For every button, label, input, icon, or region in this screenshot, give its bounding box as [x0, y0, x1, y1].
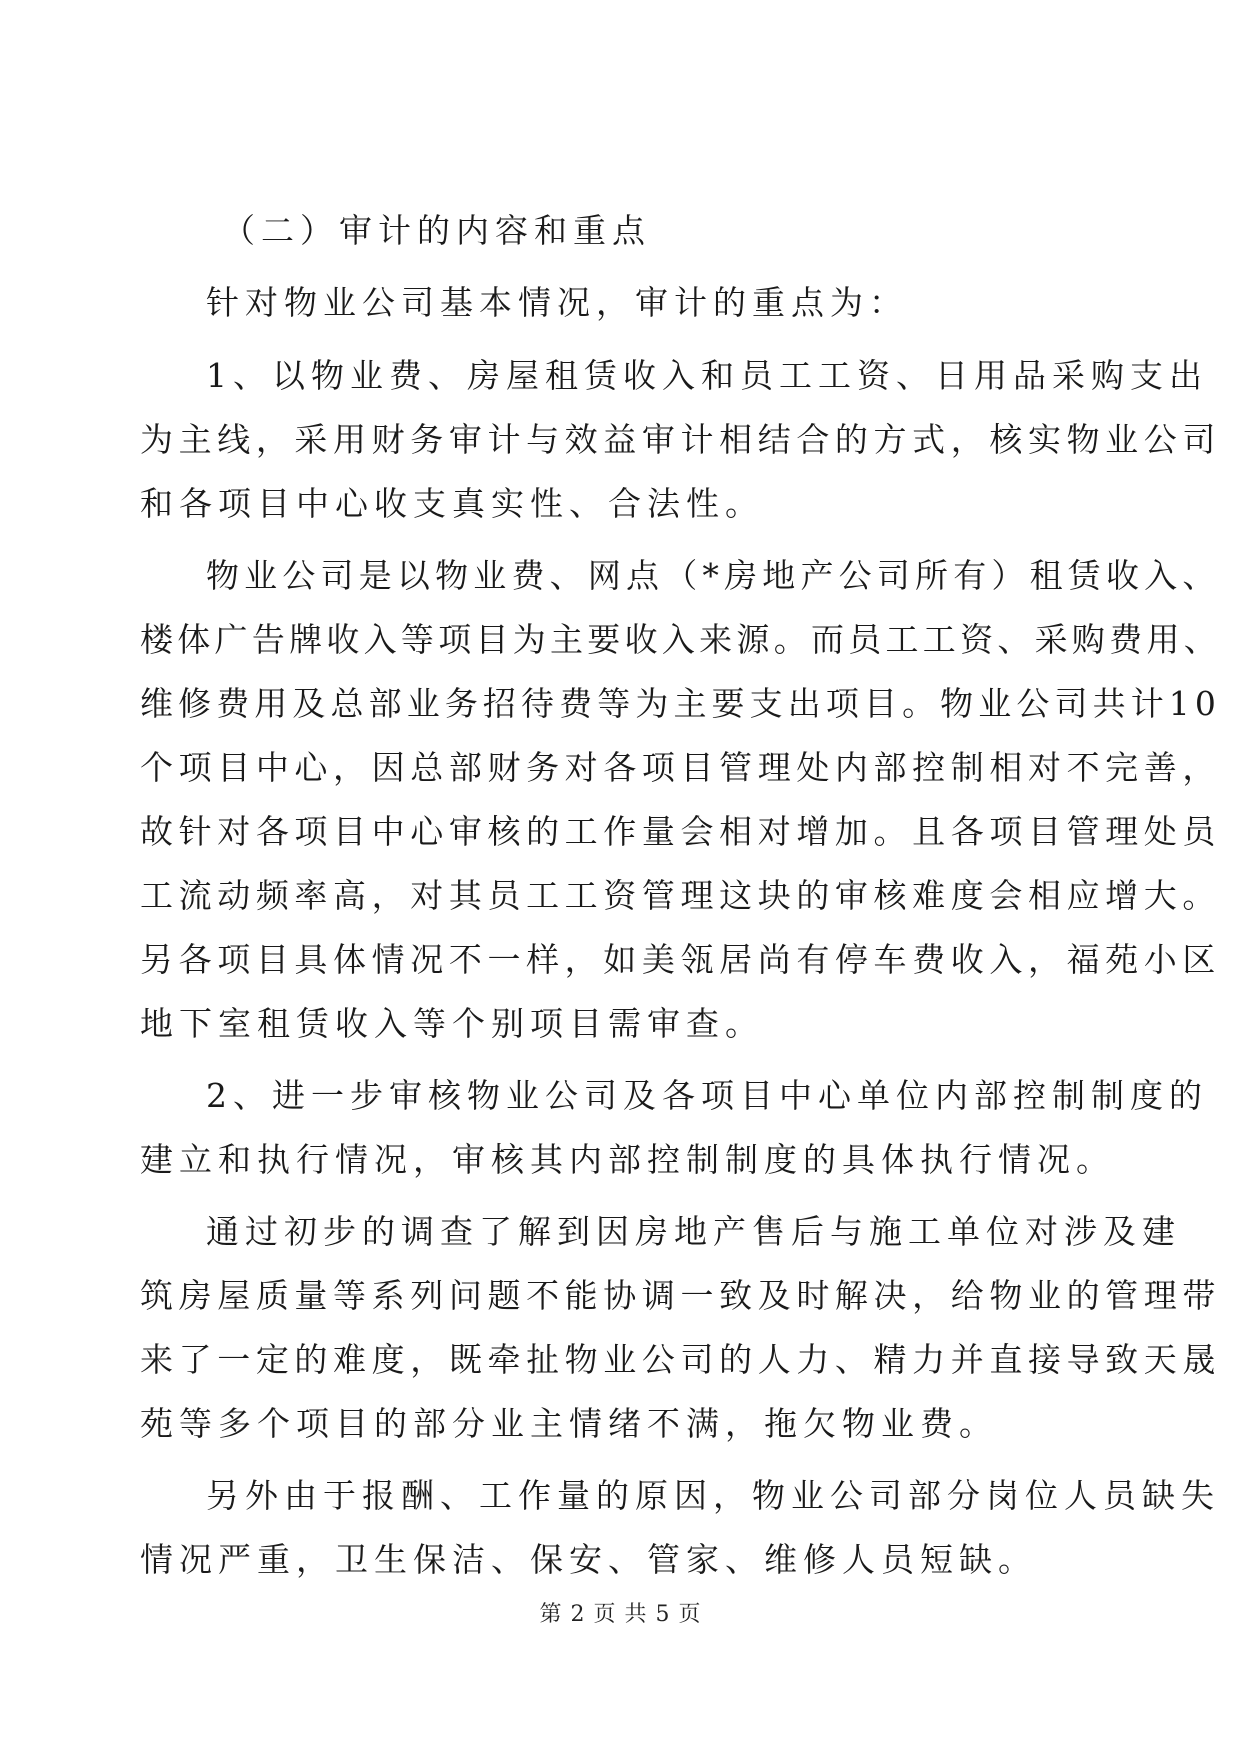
- text-line: 针对物业公司基本情况，审计的重点为：: [206, 283, 908, 322]
- text-line: 另外由于报酬、工作量的原因，物业公司部分岗位人员缺失: [206, 1476, 1220, 1515]
- text-line: 工流动频率高，对其员工工资管理这块的审核难度会相应增大。: [140, 876, 1221, 915]
- text-line: 维修费用及总部业务招待费等为主要支出项目。物业公司共计10: [140, 684, 1221, 723]
- text-line: 筑房屋质量等系列问题不能协调一致及时解决，给物业的管理带: [140, 1276, 1221, 1315]
- page-number-footer: 第 2 页 共 5 页: [539, 1602, 702, 1627]
- text-line: 来了一定的难度，既牵扯物业公司的人力、精力并直接导致天晟: [140, 1340, 1221, 1379]
- text-line: 个项目中心，因总部财务对各项目管理处内部控制相对不完善，: [140, 748, 1221, 787]
- text-line: 1、以物业费、房屋租赁收入和员工工资、日用品采购支出: [206, 356, 1208, 395]
- text-line: 为主线，采用财务审计与效益审计相结合的方式，核实物业公司: [140, 420, 1221, 459]
- text-line: 另各项目具体情况不一样，如美瓴居尚有停车费收入，福苑小区: [140, 940, 1221, 979]
- text-line: 通过初步的调查了解到因房地产售后与施工单位对涉及建: [206, 1212, 1181, 1251]
- text-line: 物业公司是以物业费、网点（*房地产公司所有）租赁收入、: [206, 556, 1221, 595]
- text-line: 地下室租赁收入等个别项目需审查。: [140, 1004, 764, 1043]
- section-heading: （二）审计的内容和重点: [222, 211, 651, 250]
- text-line: 故针对各项目中心审核的工作量会相对增加。且各项目管理处员: [140, 812, 1221, 851]
- text-line: 和各项目中心收支真实性、合法性。: [140, 484, 764, 523]
- text-line: 情况严重，卫生保洁、保安、管家、维修人员短缺。: [140, 1540, 1037, 1579]
- text-line: 2、进一步审核物业公司及各项目中心单位内部控制制度的: [206, 1076, 1208, 1115]
- text-line: 楼体广告牌收入等项目为主要收入来源。而员工工资、采购费用、: [140, 620, 1221, 659]
- text-line: 建立和执行情况，审核其内部控制制度的具体执行情况。: [140, 1140, 1115, 1179]
- text-line: 苑等多个项目的部分业主情绪不满，拖欠物业费。: [140, 1404, 998, 1443]
